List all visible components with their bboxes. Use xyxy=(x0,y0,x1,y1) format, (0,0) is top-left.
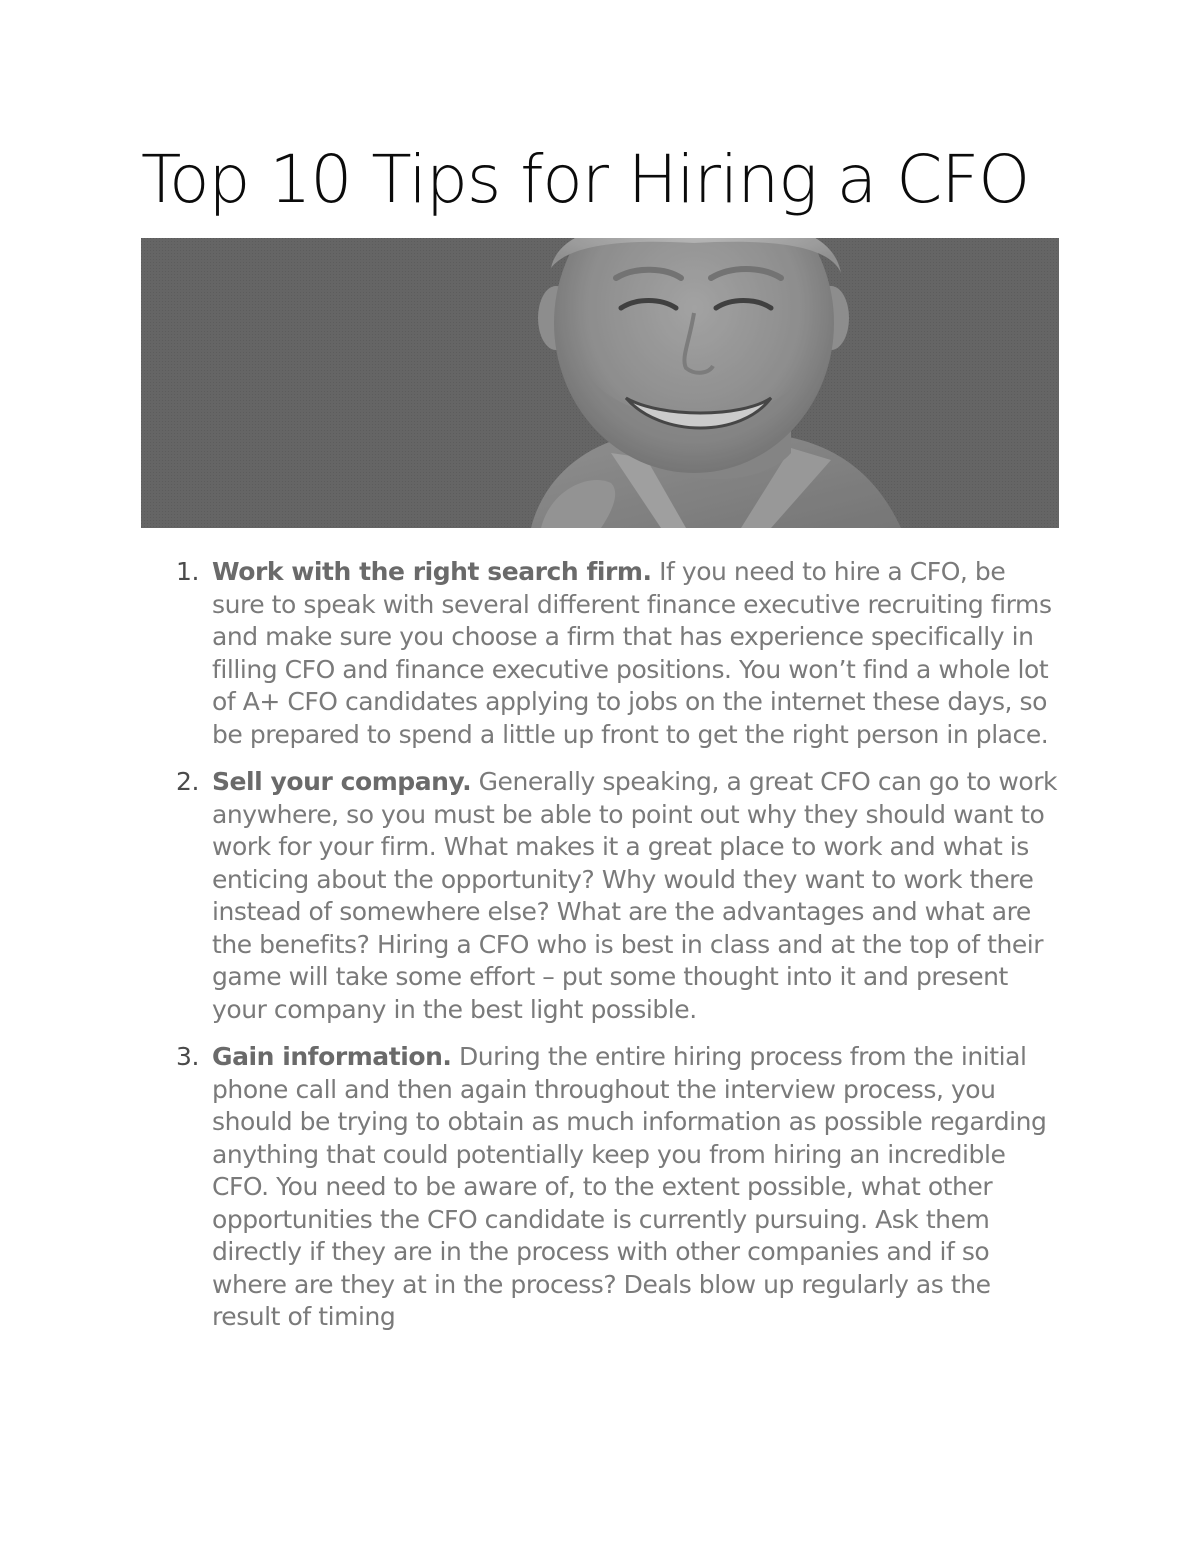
tips-list xyxy=(172,556,1064,1349)
list-item-number: 3. xyxy=(176,1042,199,1071)
list-item xyxy=(172,556,1064,751)
document-title: Top 10 Tips for Hiring a CFO xyxy=(141,141,1030,218)
list-item-heading: Sell your company. xyxy=(212,767,472,796)
portrait-photo-icon xyxy=(141,238,1059,528)
list-item-body: If you need to hire a CFO, be sure to speak with several different finance executive recruiting firms and make sure you choose a firm that has experience specifically in filling CFO and finance executive positions. You won’t find a whole lot of A+ CFO candidates applying to jobs on the internet these days, so be prepared to spend a little up front to get the right person in place. xyxy=(212,557,1052,749)
list-item-heading: Work with the right search firm. xyxy=(212,557,652,586)
list-item-heading: Gain information. xyxy=(212,1042,452,1071)
list-item-number: 2. xyxy=(176,767,199,796)
list-item-body: Generally speaking, a great CFO can go to work anywhere, so you must be able to point out why they should want to work for your firm. What makes it a great place to work and what is enticing about the opportunity? Why would they want to work there instead of somewhere else? What are the advantages and what are the benefits? Hiring a CFO who is best in class and at the top of their game will take some effort – put some thought into it and present your company in the best light possible. xyxy=(212,767,1058,1024)
list-item xyxy=(172,1041,1064,1334)
list-item-number: 1. xyxy=(176,557,199,586)
hero-image xyxy=(141,238,1059,528)
list-item xyxy=(172,766,1064,1026)
list-item-body: During the entire hiring process from the initial phone call and then again throughout the interview process, you should be trying to obtain as much information as possible regarding anything that could potentially keep you from hiring an incredible CFO. You need to be aware of, to the extent possible, what other opportunities the CFO candidate is currently pursuing. Ask them directly if they are in the process with other companies and if so where are they at in the process? Deals blow up regularly as the result of timing xyxy=(212,1042,1047,1331)
